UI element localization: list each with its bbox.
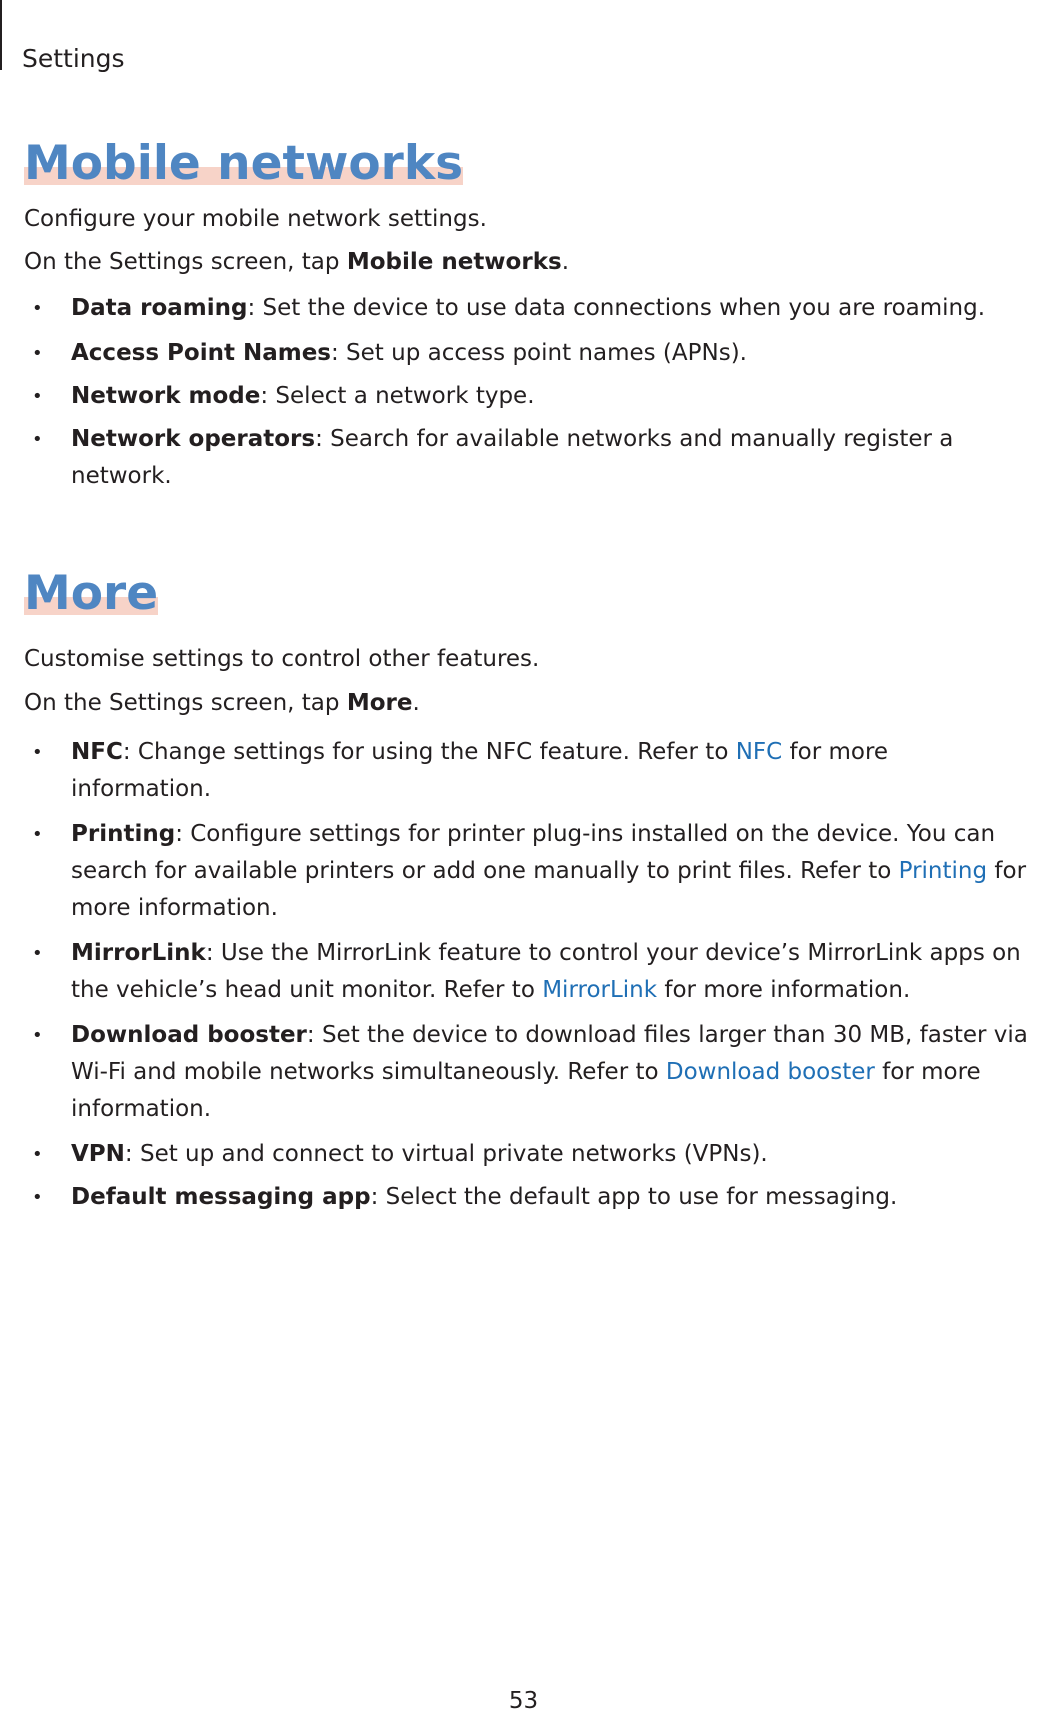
- bullet-icon: •: [32, 1025, 43, 1046]
- header-rule: [0, 0, 2, 70]
- bullet-icon: •: [32, 1144, 43, 1165]
- bullet-icon: •: [32, 343, 43, 364]
- more-title: More: [24, 566, 159, 621]
- list-item-download-booster: • Download booster: Set the device to download files larger than 30 MB, faster via Wi-Fi and mobile networks simultaneously. Refer to Download booster for more information.: [24, 1017, 1034, 1128]
- more-list: [24, 734, 1034, 1216]
- list-item-vpn: • VPN: Set up and connect to virtual private networks (VPNs).: [24, 1136, 1034, 1173]
- list-item-default-messaging-app: • Default messaging app: Select the default app to use for messaging.: [24, 1179, 1034, 1216]
- download-booster-link[interactable]: Download booster: [665, 1059, 875, 1085]
- bullet-icon: •: [32, 386, 43, 407]
- list-item-network-operators: • Network operators: Search for available networks and manually register a network.: [24, 421, 1034, 495]
- bullet-icon: •: [32, 943, 43, 964]
- page-number: 53: [508, 1688, 539, 1714]
- bullet-icon: •: [32, 429, 43, 450]
- more-title-wrap: [24, 566, 159, 621]
- mobile-networks-intro: Configure your mobile network settings.: [24, 206, 487, 232]
- bullet-icon: •: [32, 298, 43, 319]
- mobile-networks-list: [24, 290, 1034, 495]
- list-item-data-roaming: • Data roaming: Set the device to use data connections when you are roaming.: [24, 290, 1034, 327]
- mobile-networks-instruction: On the Settings screen, tap Mobile networks.: [24, 249, 569, 275]
- printing-link[interactable]: Printing: [898, 858, 988, 884]
- list-item-access-point-names: • Access Point Names: Set up access point names (APNs).: [24, 335, 1034, 372]
- nfc-link[interactable]: NFC: [735, 739, 783, 765]
- more-intro: Customise settings to control other features.: [24, 646, 540, 672]
- header-section-label: Settings: [22, 44, 125, 73]
- bullet-icon: •: [32, 742, 43, 763]
- mobile-networks-title-wrap: [24, 136, 464, 191]
- list-item-nfc: • NFC: Change settings for using the NFC feature. Refer to NFC for more information.: [24, 734, 1034, 808]
- list-item-network-mode: • Network mode: Select a network type.: [24, 378, 1034, 415]
- list-item-mirrorlink: • MirrorLink: Use the MirrorLink feature to control your device’s MirrorLink apps on the vehicle’s head unit monitor. Refer to MirrorLink for more information.: [24, 935, 1034, 1009]
- mobile-networks-title: Mobile networks: [24, 136, 464, 191]
- bullet-icon: •: [32, 1187, 43, 1208]
- list-item-printing: • Printing: Configure settings for printer plug-ins installed on the device. You can search for available printers or add one manually to print files. Refer to Printing for more information.: [24, 816, 1034, 927]
- more-instruction: On the Settings screen, tap More.: [24, 690, 420, 716]
- mirrorlink-link[interactable]: MirrorLink: [542, 977, 658, 1003]
- bullet-icon: •: [32, 824, 43, 845]
